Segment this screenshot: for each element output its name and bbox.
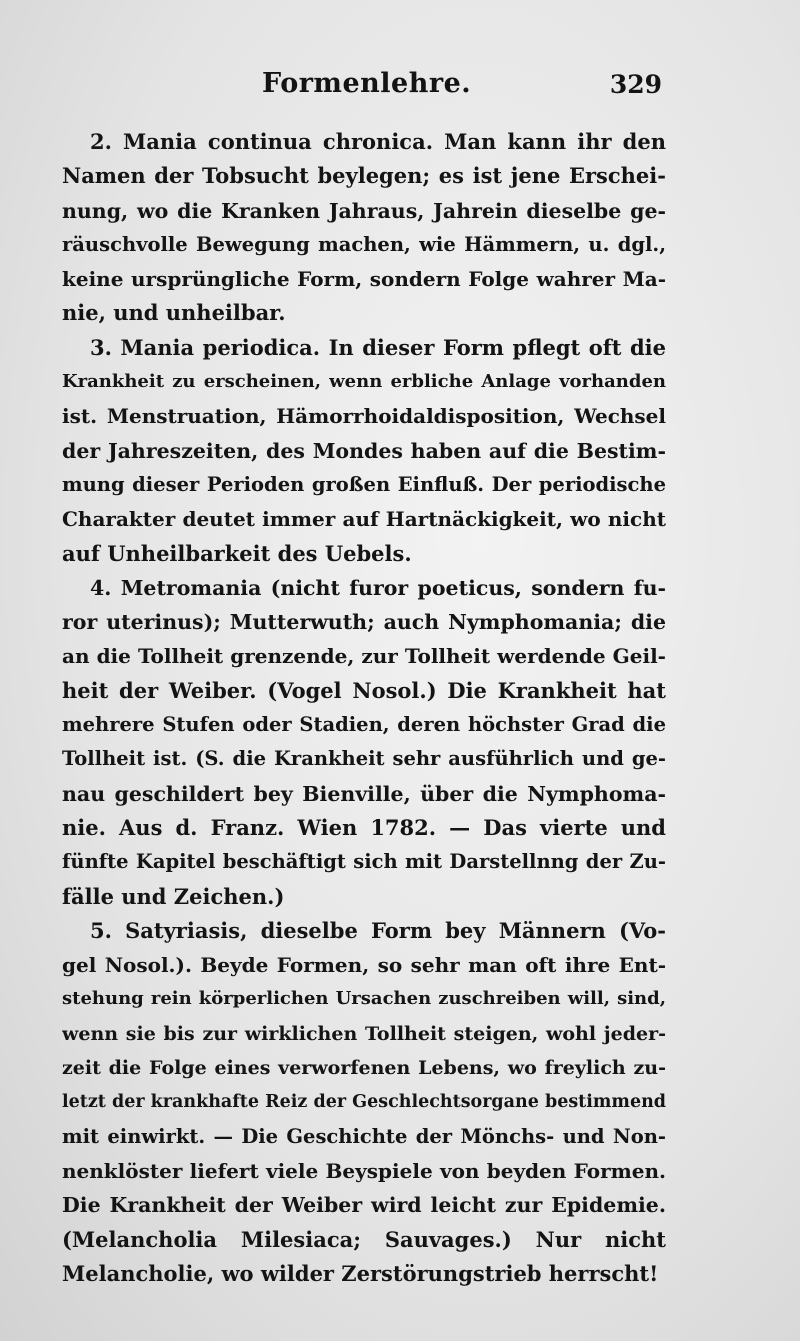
text-line: 3. Mania periodica. In dieser Form pflegt oft die [90, 334, 666, 360]
text-line: nie. Aus d. Franz. Wien 1782. — Das vierte und [62, 814, 666, 840]
page-header [62, 68, 662, 108]
text-line: Melancholie, wo wilder Zerstörungstrieb herrscht! [62, 1260, 659, 1286]
text-line: nau geschildert bey Bienville, über die Nymphoma- [62, 781, 666, 806]
text-line: keine ursprüngliche Form, sondern Folge wahrer Ma- [62, 267, 666, 292]
text-line: Namen der Tobsucht beylegen; es ist jene Erschei- [62, 163, 666, 189]
text-line: mung dieser Perioden großen Einfluß. Der periodische [62, 472, 666, 496]
text-line: zeit die Folge eines verworfenen Lebens, wo freylich zu- [62, 1057, 666, 1080]
text-line: der Jahreszeiten, des Mondes haben auf die Bestim- [62, 438, 666, 463]
text-line: wenn sie bis zur wirklichen Tollheit steigen, wohl jeder- [62, 1022, 666, 1045]
text-line: mehrere Stufen oder Stadien, deren höchster Grad die [62, 713, 666, 737]
text-line: fünfte Kapitel beschäftigt sich mit Darstellnng der Zu- [62, 850, 666, 874]
text-line: 5. Satyriasis, dieselbe Form bey Männern (Vo- [90, 917, 666, 943]
page-number: 329 [609, 70, 662, 99]
text-line: 2. Mania continua chronica. Man kann ihr den [90, 129, 666, 154]
text-line: heit der Weiber. (Vogel Nosol.) Die Krankheit hat [62, 677, 666, 703]
text-line: Die Krankheit der Weiber wird leicht zur Epidemie. [62, 1193, 666, 1218]
text-line: räuschvolle Bewegung machen, wie Hämmern, u. dgl., [62, 232, 666, 256]
text-line: Tollheit ist. (S. die Krankheit sehr ausführlich und ge- [62, 747, 666, 771]
text-line: (Melancholia Milesiaca; Sauvages.) Nur nicht [62, 1226, 666, 1252]
text-line: auf Unheilbarkeit des Uebels. [62, 540, 412, 566]
text-line: Krankheit zu erscheinen, wenn erbliche Anlage vorhanden [62, 371, 666, 393]
text-line: ist. Menstruation, Hämorrhoidaldisposition, Wechsel [62, 404, 666, 429]
text-line: Charakter deutet immer auf Hartnäckigkeit, wo nicht [62, 507, 666, 532]
text-line: letzt der krankhafte Reiz der Geschlechtsorgane bestimmend [62, 1092, 666, 1113]
text-line: 4. Metromania (nicht furor poeticus, sondern fu- [90, 575, 666, 600]
running-title: Formenlehre. [262, 68, 472, 99]
text-line: ror uterinus); Mutterwuth; auch Nymphomania; die [62, 610, 666, 635]
text-line: nenklöster liefert viele Beyspiele von beyden Formen. [62, 1158, 666, 1183]
text-line: nie, und unheilbar. [62, 300, 286, 326]
text-line: an die Tollheit grenzende, zur Tollheit werdende Geil- [62, 644, 666, 669]
text-line: nung, wo die Kranken Jahraus, Jahrein dieselbe ge- [62, 198, 666, 223]
text-line: mit einwirkt. — Die Geschichte der Mönchs- und Non- [62, 1124, 666, 1148]
text-line: gel Nosol.). Beyde Formen, so sehr man oft ihre Ent- [62, 953, 666, 978]
body-text [62, 125, 666, 1291]
text-line: stehung rein körperlichen Ursachen zuschreiben will, sind, [62, 988, 666, 1010]
text-line: fälle und Zeichen.) [62, 883, 285, 909]
